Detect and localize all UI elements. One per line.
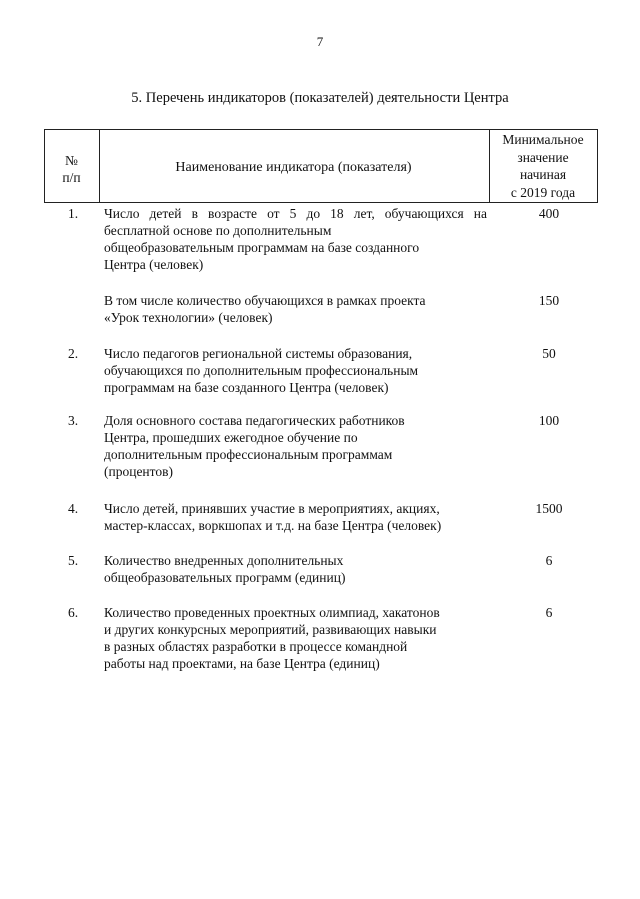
text-line: Число педагогов региональной системы образования, [104, 346, 413, 361]
text-line: Центра, прошедших ежегодное обучение по [104, 430, 358, 445]
page-number: 7 [316, 34, 324, 49]
header-indicator-name: Наименование индикатора (показателя) [175, 160, 412, 175]
text-line: программам на базе созданного Центра (человек) [104, 380, 389, 395]
row-value: 1500 [535, 501, 563, 516]
text-line: в разных областях разработки в процессе командной [104, 639, 408, 654]
row-number: 1. [68, 206, 79, 221]
row-text [104, 292, 487, 326]
row-text [104, 604, 487, 672]
row-number: 5. [68, 553, 79, 568]
text-line: обучающихся по дополнительным профессиональным [104, 363, 419, 378]
text-line: Доля основного состава педагогических работников [104, 413, 405, 428]
text-line: Количество внедренных дополнительных [104, 553, 344, 568]
text-line: «Урок технологии» (человек) [104, 310, 273, 325]
row-value: 50 [542, 346, 556, 361]
row-value: 100 [538, 413, 560, 428]
text-line: работы над проектами, на базе Центра (единиц) [104, 656, 380, 671]
header-min-value [488, 131, 598, 201]
header-min-value-line: начиная [519, 167, 567, 182]
text-line: (процентов) [104, 464, 174, 479]
row-number: 2. [68, 346, 79, 361]
row-text [104, 205, 487, 273]
row-value: 150 [538, 293, 560, 308]
text-line: общеобразовательным программам на базе созданного [104, 240, 420, 255]
section-heading: 5. Перечень индикаторов (показателей) деятельности Центра [131, 90, 509, 106]
text-line: мастер-классах, воркшопах и т.д. на базе Центра (человек) [104, 518, 442, 533]
text-line: В том числе количество обучающихся в рамках проекта [104, 293, 426, 308]
row-text [104, 412, 487, 480]
header-min-value-line: Минимальное [502, 132, 584, 147]
header-number-line: п/п [62, 170, 81, 185]
text-line: Количество проведенных проектных олимпиад, хакатонов [104, 605, 440, 620]
text-line: Центра (человек) [104, 257, 204, 272]
row-text [104, 345, 487, 396]
header-number-line: № [65, 153, 78, 168]
row-value: 400 [538, 206, 560, 221]
text-line: и других конкурсных мероприятий, развивающих навыки [104, 622, 437, 637]
text-line: Число детей в возрасте от 5 до 18 лет, обучающихся на бесплатной основе по дополнительным [104, 206, 487, 238]
row-value: 6 [545, 605, 553, 620]
text-line: дополнительным профессиональным программам [104, 447, 393, 462]
row-text [104, 552, 487, 586]
header-min-value-line: значение [517, 149, 569, 165]
row-number: 3. [68, 413, 79, 428]
text-line: Число детей, принявших участие в мероприятиях, акциях, [104, 501, 440, 516]
header-min-value-line: с 2019 года [510, 184, 576, 200]
row-text [104, 500, 487, 534]
text-line: общеобразовательных программ (единиц) [104, 570, 346, 585]
row-number: 6. [68, 605, 79, 620]
row-value: 6 [545, 553, 553, 568]
header-number [44, 152, 99, 186]
row-number: 4. [68, 501, 79, 516]
